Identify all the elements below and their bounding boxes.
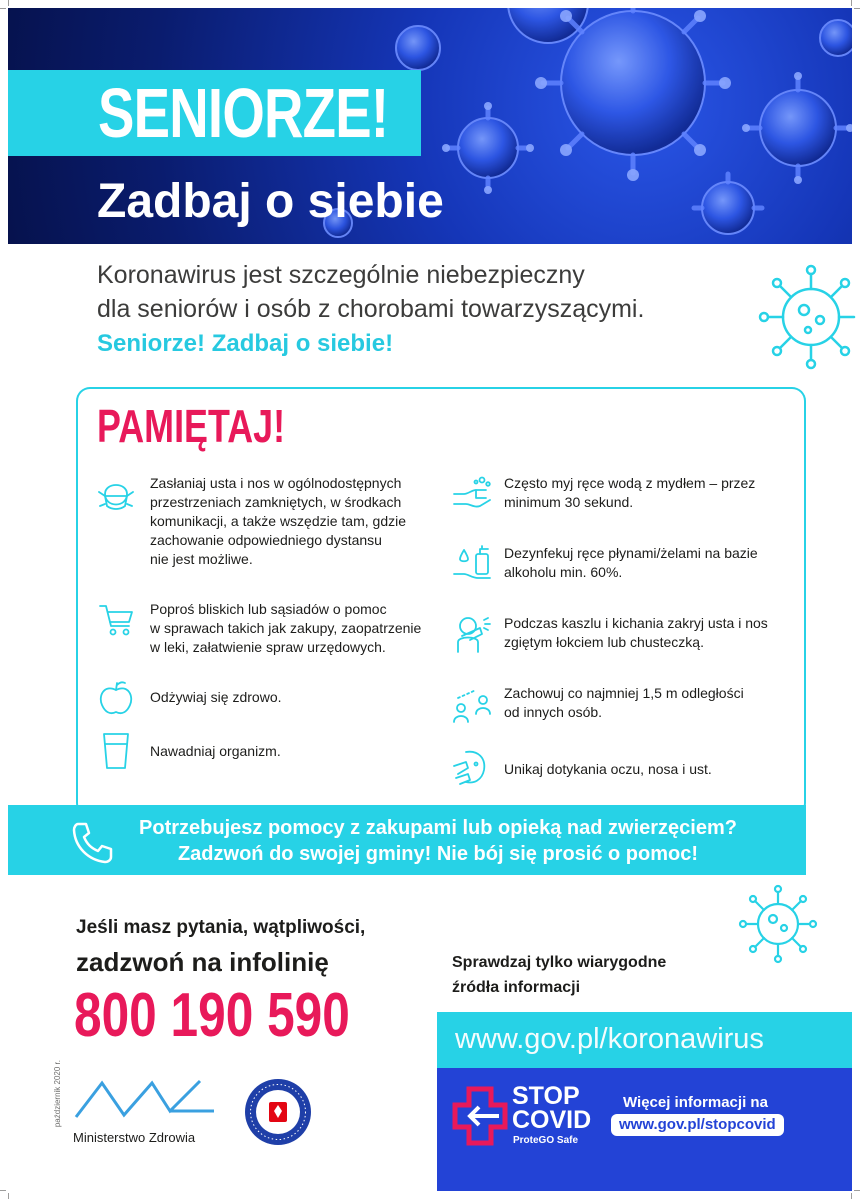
gov-url-link[interactable]: www.gov.pl/koronawirus (455, 1023, 764, 1055)
gov-url-bar[interactable] (437, 1012, 852, 1068)
help-line-1: Potrzebujesz pomocy z zakupami lub opieką nad zwierzęciem? (139, 817, 737, 839)
infoline-call: zadzwoń na infolinię (76, 947, 329, 977)
headline: SENIORZE! (98, 74, 389, 152)
more-info-label: Więcej informacji na (623, 1094, 768, 1111)
tip-cough-etiquette (452, 614, 768, 654)
intro-line-2: dla seniorów i osób z chorobami towarzyszącymi. (97, 295, 645, 323)
verify-sources: Sprawdzaj tylko wiarygodne źródła informacji (452, 954, 667, 996)
shopping-cart-icon (96, 600, 136, 640)
tip-healthy-eating (96, 678, 282, 718)
tip-text: Podczas kaszlu i kichania zakryj usta i nos zgiętym łokciem lub chusteczką. (504, 615, 768, 650)
tip-face-mask (96, 474, 406, 569)
stopcovid-cross-icon (451, 1085, 509, 1147)
stopcovid-link[interactable]: www.gov.pl/stopcovid (611, 1114, 784, 1136)
sanitizer-icon (452, 544, 492, 584)
water-glass-icon (96, 730, 136, 770)
help-banner (8, 805, 806, 875)
sanitary-inspection-logo-icon (243, 1077, 313, 1147)
tip-text: Często myj ręce wodą z mydłem – przez minimum 30 sekund. (504, 475, 756, 510)
stopcovid-title-1: STOP (512, 1082, 580, 1110)
tip-distance (452, 684, 744, 724)
tip-sanitizer (452, 544, 758, 584)
tip-no-face-touch (452, 748, 712, 788)
tip-text: Poproś bliskich lub sąsiadów o pomoc w sprawach takich jak zakupy, zaopatrzenie w leki, załatwienie spraw urzędowych. (150, 601, 422, 655)
intro (97, 258, 757, 362)
date-note: październik 2020 r. (53, 1060, 62, 1128)
tip-text: Dezynfekuj ręce płynami/żelami na bazie alkoholu min. 60%. (504, 545, 758, 580)
virus-outline-icon (736, 882, 820, 966)
tip-text: Zasłaniaj usta i nos w ogólnodostępnych przestrzeniach zamkniętych, w środkach komunikacji, a także wszędzie tam, gdzie zachowanie odpowiedniego dystansu nie jest możliwe. (150, 475, 406, 567)
tip-shopping-help (96, 600, 421, 657)
intro-cta: Seniorze! Zadbaj o siebie! (97, 330, 394, 357)
help-line-2: Zadzwoń do swojej gminy! Nie bój się prosić o pomoc! (177, 843, 699, 865)
tip-text: Zachowuj co najmniej 1,5 m odległości od innych osób. (504, 685, 744, 720)
infoline-question: Jeśli masz pytania, wątpliwości, (76, 917, 366, 938)
ministry-name: Ministerstwo Zdrowia (73, 1130, 196, 1145)
stopcovid-subtitle: ProteGO Safe (513, 1135, 579, 1146)
infoline-number[interactable]: 800 190 590 (74, 981, 350, 1050)
face-mask-icon (96, 474, 136, 514)
tip-hydration (96, 730, 281, 770)
tip-text: Nawadniaj organizm. (150, 743, 281, 759)
subheadline: Zadbaj o siebie (97, 175, 444, 228)
virus-outline-icon (756, 262, 856, 372)
intro-line-1: Koronawirus jest szczególnie niebezpieczny (97, 261, 585, 289)
panel-title: PAMIĘTAJ! (97, 400, 286, 452)
no-face-touch-icon (452, 748, 492, 788)
tip-hand-washing (452, 474, 755, 514)
distance-icon (452, 684, 492, 724)
cough-elbow-icon (452, 614, 492, 654)
stopcovid-panel (437, 1068, 852, 1191)
tip-text: Unikaj dotykania oczu, nosa i ust. (504, 761, 712, 777)
apple-icon (96, 678, 136, 718)
ministry-logo-icon (72, 1075, 218, 1125)
hand-washing-icon (452, 474, 492, 514)
stopcovid-title-2: COVID (512, 1106, 592, 1134)
tip-text: Odżywiaj się zdrowo. (150, 689, 282, 705)
